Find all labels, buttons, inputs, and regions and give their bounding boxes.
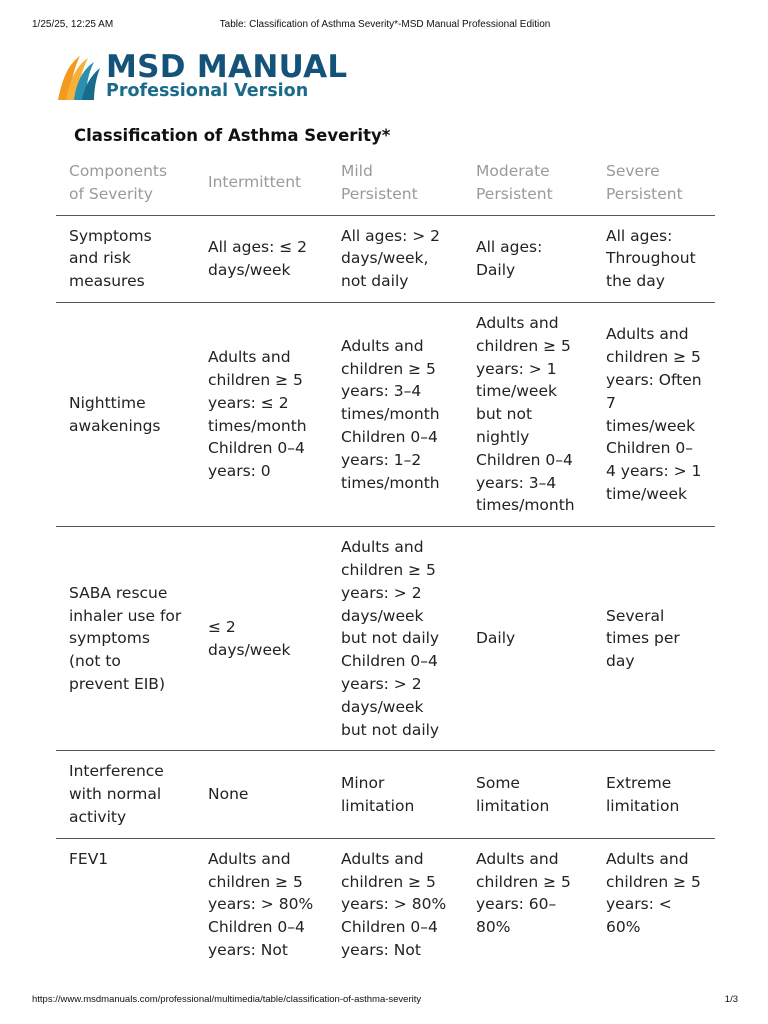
table-header-row (56, 152, 715, 215)
table-cell: Some limitation (463, 751, 593, 838)
table-row (56, 838, 715, 970)
table-cell: All ages: Daily (463, 215, 593, 302)
table-cell: Several times per day (593, 527, 715, 751)
print-page-title: Table: Classification of Asthma Severity*-MSD Manual Professional Edition (219, 19, 551, 30)
table-cell: Adults and children ≥ 5 years: Often 7 times/week Children 0– 4 years: > 1 time/week (593, 302, 715, 526)
header-components: Components of Severity (56, 152, 195, 215)
table-title: Classification of Asthma Severity* (74, 126, 391, 145)
table-cell: Adults and children ≥ 5 years: > 1 time/week but not nightly Children 0–4 years: 3–4 times/month (463, 302, 593, 526)
table-cell: All ages: Throughout the day (593, 215, 715, 302)
table-cell: Extreme limitation (593, 751, 715, 838)
table-cell: Minor limitation (328, 751, 463, 838)
header-severe-persistent: Severe Persistent (593, 152, 715, 215)
table-cell: Adults and children ≥ 5 years: 3–4 times/month Children 0–4 years: 1–2 times/month (328, 302, 463, 526)
table-cell: Adults and children ≥ 5 years: ≤ 2 times/month Children 0–4 years: 0 (195, 302, 328, 526)
table-row (56, 751, 715, 838)
table-cell: Adults and children ≥ 5 years: < 60% (606, 849, 701, 937)
logo-subtitle-text: Professional Version (106, 81, 309, 101)
table-cell: Adults and children ≥ 5 years: 60– 80% (476, 849, 571, 937)
logo-brand-text: MSD MANUAL (106, 49, 348, 85)
table-cell: ≤ 2 days/week (195, 527, 328, 751)
row-label: Interference with normal activity (56, 751, 195, 838)
msd-manual-logo[interactable] (54, 50, 354, 102)
table-cell: Adults and children ≥ 5 years: > 80% Children 0–4 years: Not (341, 849, 447, 959)
asthma-severity-table (56, 152, 715, 971)
table-cell: Adults and children ≥ 5 years: > 80% Children 0–4 years: Not (208, 849, 314, 959)
row-label: SABA rescue inhaler use for symptoms (not to prevent EIB) (56, 527, 195, 751)
header-intermittent: Intermittent (195, 152, 328, 215)
header-mild-persistent: Mild Persistent (328, 152, 463, 215)
print-footer (32, 994, 738, 1006)
row-label: FEV1 (69, 849, 109, 868)
table-cell: None (195, 751, 328, 838)
header-moderate-persistent: Moderate Persistent (463, 152, 593, 215)
print-header (32, 19, 738, 33)
page-url-link[interactable]: https://www.msdmanuals.com/professional/multimedia/table/classification-of-asthma-severity (32, 994, 422, 1005)
table-cell: All ages: > 2 days/week, not daily (328, 215, 463, 302)
table-row (56, 527, 715, 751)
table-cell: Adults and children ≥ 5 years: > 2 days/week but not daily Children 0–4 years: > 2 days/week but not daily (328, 527, 463, 751)
row-label: Nighttime awakenings (56, 302, 195, 526)
table-cell: Daily (463, 527, 593, 751)
page-number: 1/3 (724, 994, 738, 1005)
logo-mark-icon (54, 50, 102, 102)
row-label: Symptoms and risk measures (56, 215, 195, 302)
table-row (56, 215, 715, 302)
print-datetime: 1/25/25, 12:25 AM (32, 19, 114, 30)
table-cell: All ages: ≤ 2 days/week (195, 215, 328, 302)
table-row (56, 302, 715, 526)
